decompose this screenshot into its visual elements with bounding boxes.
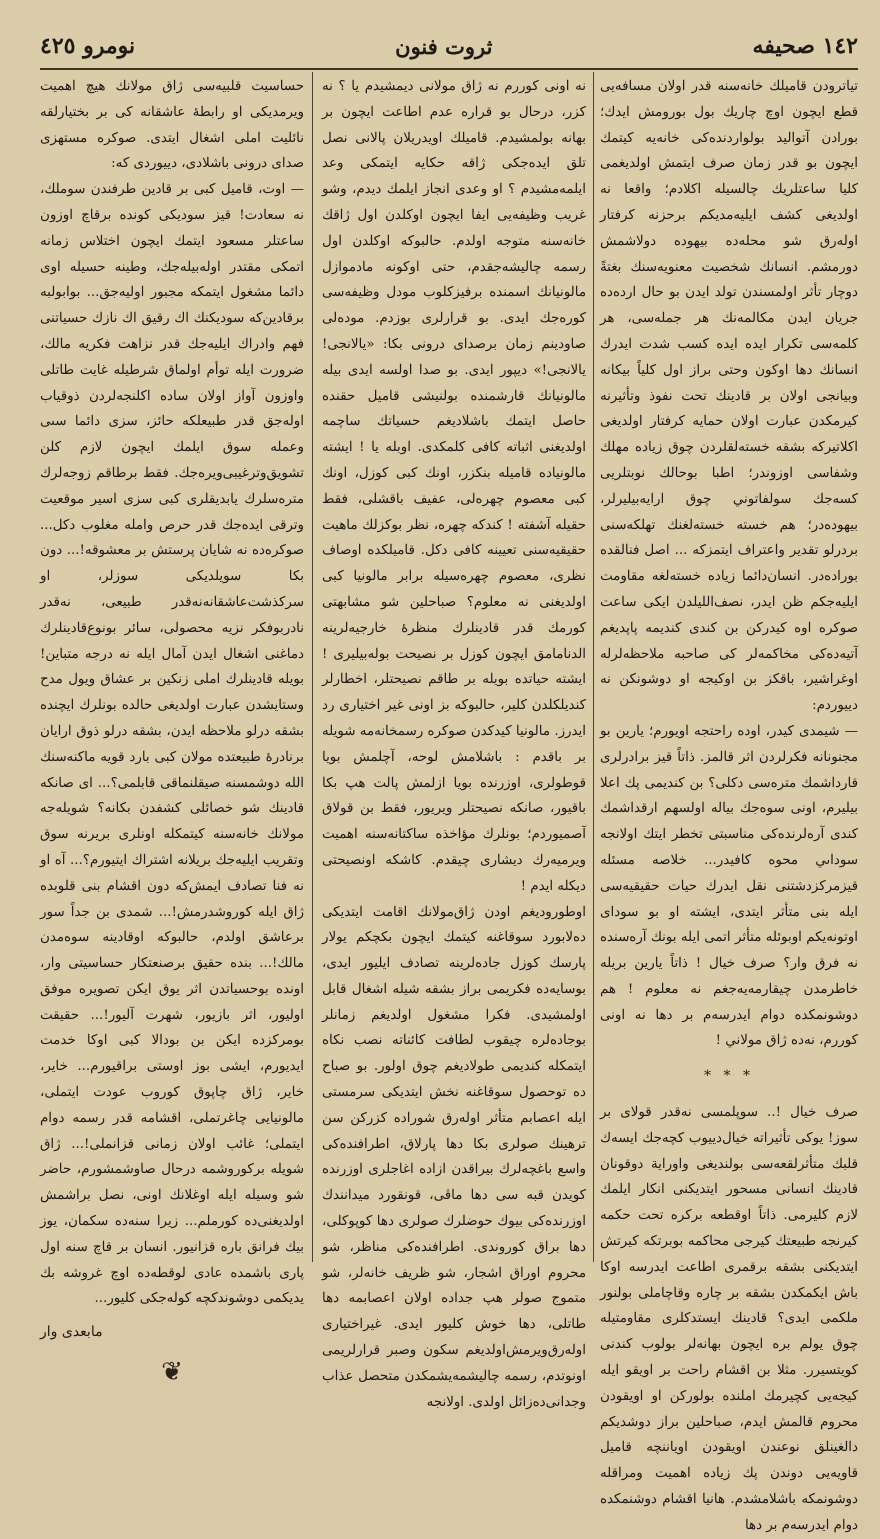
section-separator: * * *	[704, 1068, 754, 1085]
paragraph: — اوت، قاميل كبى بر قادين طرفندن سوملك، نه سعادت! قيز سوديكى كونده برقاچ اوزون ساعتلر مسعود ايتمك ايچون اختلاس زمانه اتمكى مقتدر اوله‌بيله‌جك، وطينه حسيله اوى دائما مشغول ايتمكه مجبور اوليه‌جق... بوابولبه برقادين‌كه سوديكنك اك رقيق اك نازك حسياتنى فهم وادراك ايليه‌جك قدر نزاهت فكريه مالك، ضرورت ايله توأم اولماق شرطيله غايت طاتلى واوزون آواز اولان ساده اكلنجه‌لردن ذوقياب اوله‌جق قدر طبيعلكه حائز، سزى دائما سىى وعمله سوق ايلمك ايچون لازم كلن تشويق‌وترغيبى‌ويره‌جك. فقط برطاقم زوجه‌لرك مترەسلرك يابديقلرى كبى سزى اسير موقعيت وترقى ايده‌جك قدر حرص وامله مغلوب دكل... صوكره‌ده نه شايان پرستش بر معشوقه!... دون بكا سويلديكى سوزلر، او سركذشت‌عاشقانه‌نه‌قدر طبيعى، نه‌قدر نادربوفكر نزيه محصولى، سائر بونوع‌قادينلرك دماغنى اشغال ايدن آمال ايله نه درجه متباين! بويله قادينلرك املى زنكين بر عشاق ويول مدح وستايشدن عبارت اولديغى حالده بونلرك ايچنده بشقه درلو ملاحظه ايدن، بشقه درلو ذوق ارايان برنادرۀ طبيعتده مولان كبى بارد قويه ماكنه‌سنك الله دوشمسنه صيقلنماقى قابلمى؟... اى صانكه قادينك شو خصائلى كشفدن بكانه؟ شويله‌جه مولانك خانه‌سنه كيتمكله اونلرى بريرنه سوق وتقريب ايليه‌جك بريلانه اشتراك ايتيورم؟... آه او نه فنا تصادف ايمش‌كه دون اقشام بنى قلوبده ژاق ايله كوروشدرمش!... شمدى بن جداً سور برعاشق اولدم، حالبوكه اوقادينه سوەمدن مالك!... بنده حقيق برصنعتكار حساسيتى وار، اونده بوحسياتدن اثر يوق ايكن تصويره موفق اوليور، اثر بازيور، شهرت آليور!... حقيقت بومركزده ايكن بن بودالا كبى اوكا خدمت ايديورم، ايشى بوز اوستى براقيورم... خاير، خاير، ژاق چاپوق كوروب عودت ايتملى، مالونيايى چاغرتملى، اقشامه قدر رسمه دوام ايتملى؛ غائب اولان زمانى قزانملى!... ژاق شويله بركوروشمه درحال صاوشمشورم، حاضر شو وسيله ايله اوغلانك اونى، نصل براشمش اولديغنى‌ده كورملم... زيرا سنه‌ده سكمان، يوز بيك فرانق باره قزانيور. انسان بر قاچ سنه اول پارى باشمده عادى لوقطه‌ده اوچ غروشه بك يديكمى دوشوندكچه كوله‌جكى كليور...	[40, 182, 304, 1307]
paragraph: نه اونى كوررم نه ژاق مولانى ديمشيدم يا ؟ نه كزر، درحال بو قراره عدم اطاعت ايچون بر بهانه بولمشيدم. قاميلك اويدريلان پالانى نصل تلق ايده‌جكى ژاقه حكايه ايتمكى وعد ايلمه‌مشيدم ؟ او وعدى انجاز ايلمك ديدم، وشو غريب وظيفه‌يى ايفا ايچون اوكلدن اول ژاقك خانه‌سنه متوجه اولدم. حالبوكه اوكلدن اول رسمه چاليشه‌جقدم، حتى اوكونه مادموازل مالونيانك اسمنده برفيزكلوب مودل وظيفه‌سى كوره‌جك ايدى. بو قرارلرى بوزدم. مودە‌لى صاودينم زمان برصداى درونى بكا: «يالانجى! يالانجى!» ديپور ايدى. بو صدا اولسه ايدى بيله مالونيانك قارشمنده بولنيشى قاميل حقنده حاصل ايتمك باشلاديغم حسياتك ساچمه اولديغنى اثباته كافى كلمكدى. اوبله يا ! ايشته مالونياده قاميله بنكزر، اونك كبى كوزل، اونك كبى معصوم چهره‌لى، عفيف باقشلى، فقط حقيله آشفته ! كندكه چهره، نظر بوكزلك ماهيت حقيقيه‌سنى تعيينه كافى دكل. قاميلكده اوصاف نظرى، معصوم چهره‌سيله برابر مالونيا كبى اولديغنى نه معلوم؟ صباحلين شو مشابهتى كورمك قدر قادينلرك منظرۀ خارجيه‌لرينه الدنامامق ايچون كوزل بر نصيحت بوله‌بيليرى ! ايشته حياتده بويله بر طاقم نصيحتلر، اخطارلر كنديلكلدن كلير، حالبوكه بز اونى غير اختيارى رد ايدرز. مالونيا كيدكدن صوكره رسمخانه‌مه شويله بر باقدم : باشلامش لوحه، آچلمش بويا قوطولرى، اوزرنده بويا ازلمش پالت هپ بكا باقيور، صانكه نصيحتلر ويريور، فقط بن قولاق آصميوردم؛ بونلرك مؤاخذه ساكتانه‌سنه اهميت ويرميه‌رك ديشارى چيقدم. كاشكه اونصيحتى ديكله‌ ايدم !	[322, 79, 586, 894]
paragraph: تياترودن قاميلك خانه‌سنه قدر اولان مسافه‌يى قطع ايچون اوچ چاريك بول بورومش ايدك؛ بورادن آتواليد بولواردنده‌كى خانه‌يه كيتمك ايچون بو قدر زمان صرف ايتمش اولديغمى كليا ساعتلريك چالسيله اكلادم؛ واقعا نه اولديغى كشف ايليه‌مديكم برحزنه كرفتار اولەرق شو محله‌ده بيهوده دولاشمش دورمشم. انسانك شخصيت معنويه‌سنك بغتةً دوچار تأثر اولمسندن تولد ايدن بو حال ارده‌ده جريان ايدن مكالمه‌نك هر جمله‌سى، هر كلمه‌سى تكرار ايده ايده كسب شدت ايدرك انسانك دها اوكون وحتى براز اول كلياً بيكانه وبيانجى اولان بر قادينك تحت نفوذ وتأثيرنه كيرمكدن عبارت اولان حمايه كرفتار اولديغى اكلاتيرکه بشقه خسته‌لقلردن چوق زياده مهلك وشفاسى اوزوندر؛ اطبا بوحالك نوبتلريى كسه‌جك سولفاتوني چوق ارايه‌بيليرلر، بيهوده‌در؛ هم خسته خسته‌لغنك تهلكه‌سنى بردرلو تقدير واعتراف ايتمزكه ... اصل فنالقده بوراده‌در. انسان‌دائما زياده خسته‌لغه مقاومت ايليه‌جكم ظن ايدر، نصف‌الليلدن ايكى ساعت صوكره اوه كيدركن بن كندى كنديمه پاپديغم آتيه‌ده‌كى مخاكمه‌لر كى صاحبه ملاحظه‌لرله اوغراشير، باقكز بن اوكيجه او دوشونكن نه دييوردم:	[600, 79, 858, 714]
page-header	[40, 26, 858, 66]
text-column-3	[40, 74, 304, 1388]
issue-number: نومرو ٤٢٥	[40, 33, 136, 59]
journal-title: ثروت فنون	[395, 33, 493, 59]
paragraph: حساسيت قلبيه‌سى ژاق مولانك هيچ اهميت ويرمديكى او رابطۀ عاشقانه كى بر بختيارلقه نائليت املى اشغال ايتدى. صوكره مستهزى صداى درونى باشلادى، دييوردى كه:	[40, 79, 304, 172]
to-be-continued: مابعدى وار	[40, 1324, 103, 1341]
page-number: ١٤٢ صحيفه	[752, 33, 858, 59]
text-column-1	[600, 74, 858, 1533]
paragraph: اوطوروديغم اودن ژاق‌مولانك اقامت ايتديكى دەلابورد سوقاغنه كيتمك ايچون بكچكم يولار پارسك كوزل جادەلرينه تصادف ايليور ايدى، بوسايەده فكريمى براز بشقه شيله اشغال قابل اولمشيدى. فكرا مشغول اولديغم زمانلر بوجاده‌لره چيقوب لطافت كائناته نصب نكاه ايتمكله كنديمى طولاديغم چوق اولور. بو صباح ده توحصول سوقاغنه نخش ايتديكى سرمستى ايله اعصابم متأثر اولەرق شوراده كزركن سن ترهينك صولرى بكا دها پارلاق، اطرافنده‌كى واسع باغچه‌لرك بيراقدن ازاده اغاجلرى اوزرنده كويدن قبه سى دها ماڤى، قونقورد ميدانندك اوزرنده‌كى بيوك حوضلرك صولرى دها كوپوكلى، دها براق كوروندى. اطرافنده‌كى مناظر، شو محروم اوراق اشجار، شو ظريف خانەلر، شو متموج صولر هپ جداده اولان اعصابمه دها طاتلى، دها خوش كليور ايدى. غيراختيارى اولەرق‌ويرمش‌اولديغم سكون وصبر قرارلريمى اونوتدم، رسمه چاليشمه‌يشمكدن متحصل عذاب وجدانى‌ده‌زائل اولدى. اولانجه	[322, 904, 586, 1410]
header-rule	[40, 68, 858, 70]
paragraph: صرف خيال !.. سوپلمسى نه‌قدر قولاى بر سوز! يوكى تأثيراته خيال‌دييوب كچه‌جك ايسه‌ك قلبك متأثرلقعه‌سى بولنديغى واوراية دوقونان قادينك انسانى مسحور ايتديكنى انكار ايلمك لازم كليرمى. ذاتاً اوقطعه بركره تحت حكمه كيرنجه طبيعتك كيرجى محاكمه بوبرتكه كيرتش ايتديكنى بشقه برقمرى اطاعت ايدرسه اوكا باش ايكمكدن بشقه بر چاره وقاچاملى بولنور ملكمى ايدى؟ قادينك ايستدكلرى مقاومتيله چوق يولم بره ايچون بهانه‌لر بولوب كندنى كويتسيرر. مثلا بن اقشام راحت بر اويقو ايله كيجه‌يى كچيرمك املنده بولوركن او اويقودن محروم قالمش ايدم، صباحلين براز دوشديكم دالغينلق نوعندن اويقودن اوياننچه قاميل قاويەيى دوندن پك زياده اهميت ومراقله دوشونمكه باشلامشدم. هانيا اقشام دوشنمكده دوام ايدرسه‌م بر دها	[600, 1105, 858, 1533]
column-divider-1	[312, 72, 313, 1262]
ornament-icon: ❦	[161, 1357, 183, 1388]
column-divider-2	[593, 72, 594, 1262]
paragraph: — شيمدى كيدر، اوده راحتجه اويورم؛ يارين بو مجنونانه فكرلردن اثر قالمز. ذاتاً قيز برادرلرى قارداشمك مترەسى دكلى؟ بن كنديمى پك اعلا بيليرم، اونى سوه‌جك بياله اولسهم ارقداشمك كندى آرەلرنده‌كى مناسبتى تخطر ايتك اولانجه سوداىي محوه كافيدر... خلاصه مسئله قيزمركزدشتنى نقل ايدرك حيات حقيقيه‌سى ايله بنى متأثر ايتدى، ايشته او بو سوداى اوتونه‌يكم اوبوئله متأثر اتمى ايله بونك آرەسنده نه فرق وار؟ صرف خيال ! ذاتاً يارين بريله خاطرمدن چيقارمه‌يه‌جغم نه معلوم ! هم دوشونمكده دوام ايدرسه‌م بر دها نه اونى كوررم، نه‌ده ژاق مولاني !	[600, 723, 858, 1049]
text-column-2	[322, 74, 586, 1410]
